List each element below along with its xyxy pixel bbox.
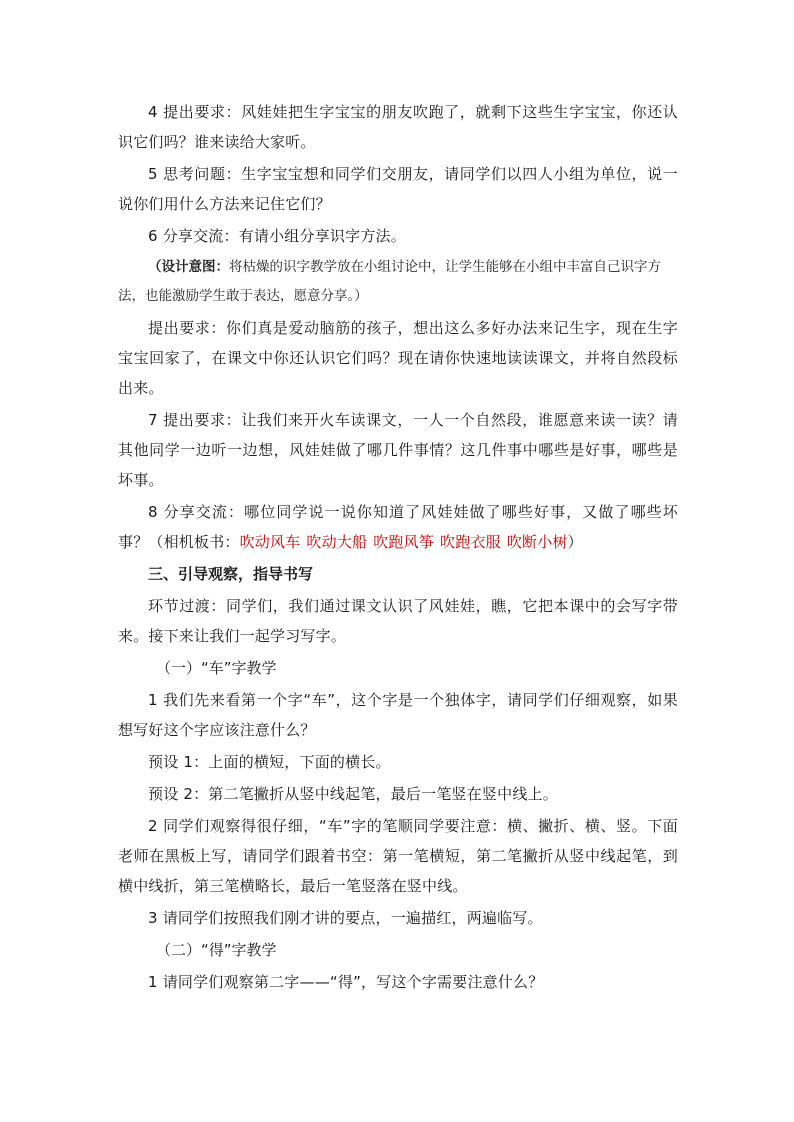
paragraph-step-8 <box>118 497 678 557</box>
paragraph-che-3: 3 请同学们按照我们刚才讲的要点，一遍描红，两遍临写。 <box>148 909 543 927</box>
document-page <box>118 97 678 999</box>
paragraph-che-1: 1 我们先来看第一个字“车”，这个字是一个独体字，请同学们仔细观察，如果想写好这个字应该注意什么？ <box>118 691 678 739</box>
paragraph-de-1: 1 请同学们观察第二字——“得”，写这个字需要注意什么？ <box>148 973 544 991</box>
board-item: 吹跑风筝 <box>373 533 435 551</box>
design-intent-note <box>118 253 678 311</box>
board-item: 吹跑衣服 <box>440 533 501 551</box>
subsection-che-heading: （一）“车”字教学 <box>156 659 277 677</box>
design-intent-text: 将枯燥的识字教学放在小组讨论中，让学生能够在小组中丰富自己识字方法，也能激励学生敢于表达，愿意分享。） <box>118 259 661 304</box>
paragraph-preset-1: 预设 1：上面的横短，下面的横长。 <box>148 753 391 771</box>
design-intent-label: （设计意图： <box>148 259 229 275</box>
paragraph-transition: 环节过渡：同学们，我们通过课文认识了风娃娃，瞧，它把本课中的会写字带来。接下来让我们一起学习写字。 <box>118 597 678 645</box>
paragraph-step-4: 4 提出要求：风娃娃把生字宝宝的朋友吹跑了，就剩下这些生字宝宝，你还认识它们吗？谁来读给大家听。 <box>118 103 678 151</box>
step-8-suffix: ） <box>567 533 583 551</box>
board-item: 吹动大船 <box>306 533 368 551</box>
paragraph-step-6: 6 分享交流：有请小组分享识字方法。 <box>148 227 406 245</box>
subsection-de-heading: （二）“得”字教学 <box>156 941 277 959</box>
board-item: 吹动风车 <box>239 533 301 551</box>
section-3-heading: 三、引导观察，指导书写 <box>148 565 314 583</box>
paragraph-step-7: 7 提出要求：让我们来开火车读课文，一人一个自然段，谁愿意来读一读？请其他同学一边听一边想，风娃娃做了哪几件事情？这几件事中哪些是好事，哪些是坏事。 <box>118 411 678 489</box>
paragraph-step-5: 5 思考问题：生字宝宝想和同学们交朋友，请同学们以四人小组为单位，说一说你们用什么方法来记住它们？ <box>118 165 678 213</box>
paragraph-preset-2: 预设 2：第二笔撇折从竖中线起笔，最后一笔竖在竖中线上。 <box>148 785 558 803</box>
paragraph-che-2: 2 同学们观察得很仔细，“车”字的笔顺同学要注意：横、撇折、横、竖。下面老师在黑板上写，请同学们跟着书空：第一笔横短，第二笔撇折从竖中线起笔，到横中线折，第三笔横略长，最后一笔竖落在竖中线。 <box>118 817 678 895</box>
board-item: 吹断小树 <box>506 533 568 551</box>
paragraph-request: 提出要求：你们真是爱动脑筋的孩子，想出这么多好办法来记生字，现在生字宝宝回家了，在课文中你还认识它们吗？现在请你快速地读读课文，并将自然段标出来。 <box>118 319 678 397</box>
step-8-prefix: 8 分享交流：哪位同学说一说你知道了风娃娃做了哪些好事，又做了哪些坏事？（相机板书： <box>118 503 678 551</box>
